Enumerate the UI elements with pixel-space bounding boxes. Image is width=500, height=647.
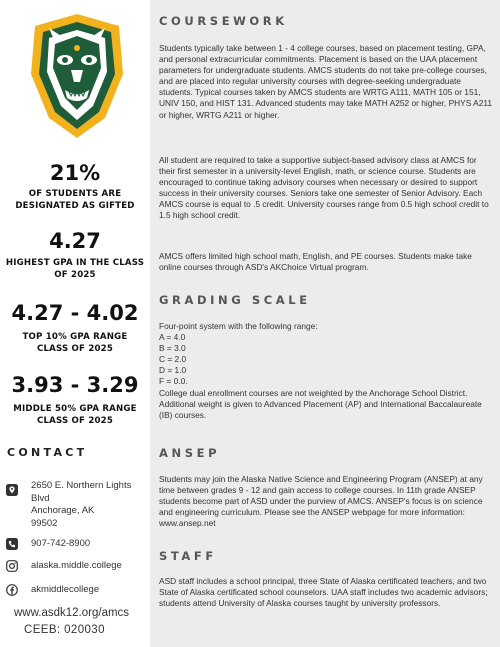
address-line: 99502 bbox=[31, 517, 58, 529]
stat-label-line: HIGHEST GPA IN THE CLASS bbox=[5, 258, 145, 268]
right-panel bbox=[150, 0, 500, 647]
instagram-icon bbox=[6, 560, 18, 572]
left-column bbox=[0, 0, 150, 647]
contact-heading: CONTACT bbox=[7, 446, 88, 459]
stat-middle-50 bbox=[0, 372, 150, 427]
staff-paragraph: ASD staff includes a school principal, three State of Alaska certificated teachers, and two State of Alaska certificated school counselors. UAA staff includes two academic advisors; students attend University of Alaska courses taught by university professors. bbox=[159, 576, 488, 609]
stat-label-line: CLASS OF 2025 bbox=[36, 416, 114, 426]
grading-intro: Four-point system with the following range: bbox=[159, 321, 318, 331]
stat-label-line: DESIGNATED AS GIFTED bbox=[15, 201, 135, 211]
stat-label-line: OF 2025 bbox=[54, 270, 96, 280]
stat-value: 4.27 bbox=[49, 229, 101, 253]
address-line: Blvd bbox=[31, 492, 50, 504]
grading-heading: GRADING SCALE bbox=[159, 293, 311, 307]
stat-label-line: OF STUDENTS ARE bbox=[28, 189, 122, 199]
location-icon bbox=[6, 484, 18, 496]
stat-value: 21% bbox=[49, 161, 101, 185]
facebook-text: akmiddlecollege bbox=[31, 584, 100, 595]
website-link[interactable]: www.asdk12.org/amcs bbox=[14, 607, 130, 619]
address-text bbox=[31, 480, 131, 530]
facebook-icon bbox=[6, 584, 18, 596]
grade-line: F = 0.0. bbox=[159, 376, 188, 387]
coursework-paragraph: All student are required to take a supportive subject-based advisory class at AMCS for their first semester in a university-level English, math, or science course. Students are encouraged to continue taking advisory courses when necessary or desired to support success in their university courses. Seniors take one semester of Senior Advisory. Each AMCS course is equal to .5 credit. University courses range from 0.5 high school credit to 1.5 high school credit. bbox=[159, 155, 489, 221]
coursework-paragraph: Students typically take between 1 - 4 college courses, based on placement testing, GPA, and personal extracurricular commitments. Placement is based on the UAA placement parameters for undergraduate students. AMCS students do not take pre-college courses, and are placed into regular university courses with degree-seeking undergraduate students. Typical courses taken by AMCS students are WRTG A111, MATH 105 or 151, UNIV 150, and HIST 131. Advanced students may take MATH A252 or higher, PHYS A211 or higher, WRTG A211 or higher. bbox=[159, 43, 493, 120]
ansep-heading: ANSEP bbox=[159, 446, 221, 460]
instagram-text: alaska.middle.college bbox=[31, 560, 122, 571]
address-line: 2650 E. Northern Lights bbox=[31, 480, 132, 491]
stat-label-line: MIDDLE 50% GPA RANGE bbox=[13, 404, 137, 414]
stat-value: 4.27 - 4.02 bbox=[11, 301, 139, 325]
staff-heading: STAFF bbox=[159, 549, 217, 563]
contact-phone[interactable] bbox=[6, 538, 90, 551]
stat-highest-gpa bbox=[0, 228, 150, 281]
contact-facebook[interactable] bbox=[6, 584, 99, 597]
coursework-heading: COURSEWORK bbox=[159, 14, 288, 28]
coursework-paragraph: AMCS offers limited high school math, English, and PE courses. Students make take online courses through ASD's AKChoice Virtual program. bbox=[159, 251, 472, 273]
ceeb-code: CEEB: 020030 bbox=[24, 624, 105, 636]
stat-label-line: CLASS OF 2025 bbox=[36, 344, 114, 354]
stat-value: 3.93 - 3.29 bbox=[11, 373, 139, 397]
grade-line: D = 1.0 bbox=[159, 365, 187, 376]
grade-line: A = 4.0 bbox=[159, 332, 186, 343]
phone-text: 907-742-8900 bbox=[31, 538, 91, 549]
stat-label-line: TOP 10% GPA RANGE bbox=[22, 332, 128, 342]
contact-instagram[interactable] bbox=[6, 560, 122, 573]
contact-address bbox=[6, 480, 131, 530]
stat-top-10 bbox=[0, 300, 150, 355]
school-logo bbox=[27, 12, 127, 140]
grade-line: C = 2.0 bbox=[159, 354, 187, 365]
phone-icon bbox=[6, 538, 18, 550]
address-line: Anchorage, AK bbox=[31, 505, 95, 516]
stat-gifted bbox=[0, 160, 150, 212]
grading-note: College dual enrollment courses are not weighted by the Anchorage School District. Additional weight is given to Advanced Placement (AP) and International Baccalaureate (IB) courses. bbox=[159, 387, 482, 420]
grading-content bbox=[159, 321, 494, 421]
grade-line: B = 3.0 bbox=[159, 343, 186, 354]
ansep-paragraph: Students may join the Alaska Native Science and Engineering Program (ANSEP) at any time between grades 9 - 12 and gain access to college courses. In 11th grade ANSEP students become part of ASD under the purview of AMCS. ANSEP's focus is on science and engineering curriculum. Please see the ANSEP webpage for more information: www.ansep.net bbox=[159, 474, 483, 529]
